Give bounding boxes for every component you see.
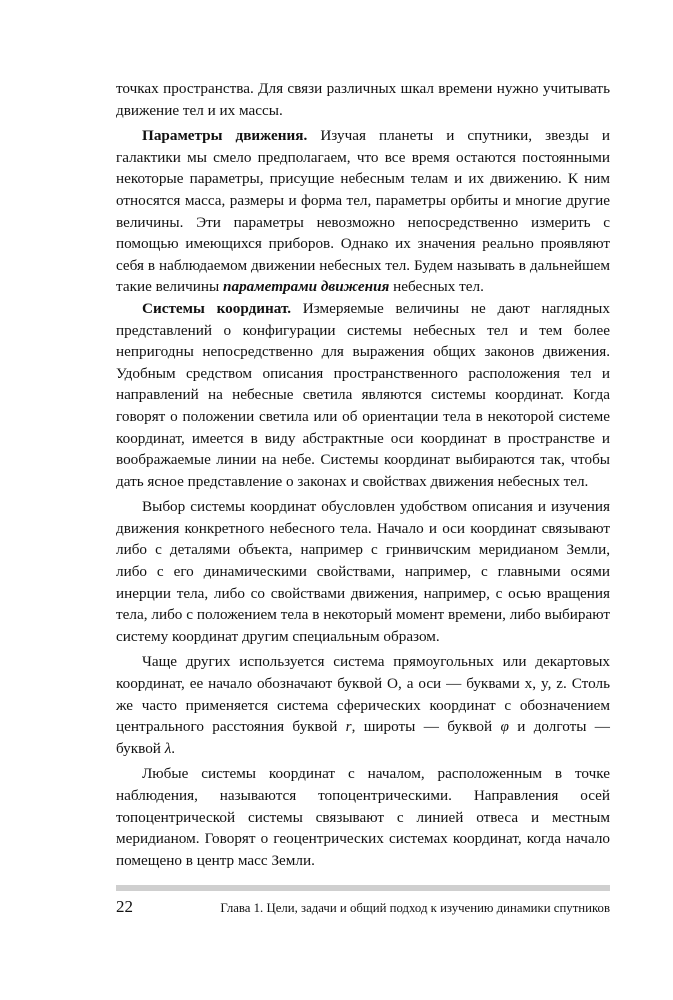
paragraph-text: Измеряемые величины не дают наглядных представлений о конфигурации системы небесных тел и тем более непригодны непосредственно для выражения общих законов движения. Удобным средством описания пространственного расположения тел и направлений на небесные светила являются системы координат. Когда говорят о положении светила или об ориентации тела в некоторой системе координат, имеется в виду абстрактные оси координат в пространстве и воображаемые линии на небе. Системы координат выбираются так, чтобы дать ясное представление о законах и свойствах движения небесных тел. (116, 299, 610, 490)
paragraph-text: Чаще других используется система прямоугольных или декартовых координат, ее начало обозначают буквой O, а оси — буквами x, y, z. Столь же часто применяется система сферических координат с обозначением центрального расстояния буквой (116, 653, 610, 736)
emphasized-term: параметрами движения (223, 278, 390, 296)
paragraph-topocentric (116, 763, 610, 871)
paragraph-text: Любые системы координат с началом, расположенным в точке наблюдения, называются топоцентрическими. Направления осей топоцентрической системы связывают с линией отвеса и местным меридианом. Говорят о геоцентрических системах координат, когда начало помещено в центр масс Земли. (116, 765, 610, 869)
paragraph-text: и долготы — буквой (116, 718, 610, 757)
paragraph-coordinate-systems (116, 298, 610, 492)
math-symbol-lambda: λ (164, 739, 172, 757)
paragraph-heading: Системы координат. (142, 299, 292, 317)
paragraph-choice-of-system (116, 496, 610, 647)
paragraph-heading: Параметры движения. (142, 127, 308, 145)
math-symbol-r: r (345, 718, 352, 736)
paragraph-continuation (116, 78, 610, 121)
paragraph-text: , широты — буквой (351, 718, 501, 736)
page-number: 22 (116, 897, 133, 916)
paragraph-text: небесных тел. (389, 278, 484, 296)
math-symbol-phi: φ (500, 718, 509, 736)
footer-rule (116, 885, 610, 891)
paragraph-text: точках пространства. Для связи различных шкал времени нужно учитывать движение тел и их массы. (116, 80, 610, 119)
paragraph-cartesian-spherical (116, 651, 610, 759)
paragraph-text: Выбор системы координат обусловлен удобством описания и изучения движения конкретного небесного тела. Начало и оси координат связывают либо с деталями объекта, например с гринвичским меридианом Земли, либо с его динамическими свойствами, например, с главными осями инерции тела, либо со свойствами движения, например, с осью вращения тела, либо с положением тела в некоторый момент времени, либо выбирают систему координат другим специальным образом. (116, 498, 610, 645)
running-head: Глава 1. Цели, задачи и общий подход к изучению динамики спутников (220, 901, 610, 915)
page-body (116, 78, 610, 871)
paragraph-text: Изучая планеты и спутники, звезды и галактики мы смело предполагаем, что все время остаются постоянными некоторые параметры, присущие небесным телам и их движению. К ним относятся масса, размеры и форма тел, параметры орбиты и многие другие величины. Эти параметры невозможно непосредственно измерить с помощью имеющихся приборов. Однако их значения реально проявляют себя в наблюдаемом движении небесных тел. Будем называть в дальнейшем такие величины (116, 127, 611, 296)
paragraph-motion-parameters (116, 125, 610, 298)
paragraph-text: . (171, 739, 176, 757)
page-footer (116, 897, 610, 917)
